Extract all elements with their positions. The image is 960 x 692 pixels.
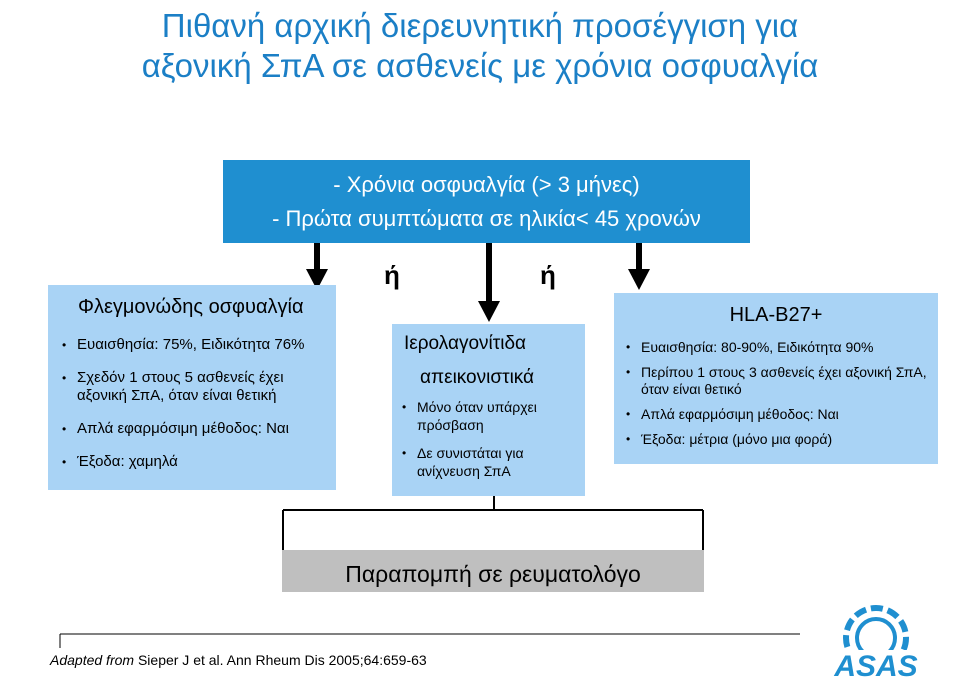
list-item: • Μόνο όταν υπάρχει πρόσβαση	[402, 399, 537, 433]
bullet-icon: •	[62, 455, 67, 469]
list-item: • Σχεδόν 1 στους 5 ασθενείς έχει αξονική ΣπΑ, όταν είναι θετική	[62, 369, 284, 404]
title-line-2: αξονική ΣπΑ σε ασθενείς με χρόνια οσφυαλγία	[141, 47, 819, 84]
left-box-heading: Φλεγμονώδης οσφυαλγία	[78, 296, 304, 318]
or-left: ή	[384, 260, 400, 290]
list-item: • Δε συνιστάται για ανίχνευση ΣπΑ	[402, 445, 524, 479]
bullet-icon: •	[402, 400, 407, 414]
citation	[50, 652, 427, 668]
criteria-line-2: - Πρώτα συμπτώματα σε ηλικία< 45 χρονών	[272, 206, 701, 231]
or-right: ή	[540, 260, 556, 290]
list-item: • Έξοδα: χαμηλά	[62, 453, 178, 470]
bullet-icon: •	[62, 338, 67, 352]
criteria-line-1: - Χρόνια οσφυαλγία (> 3 μήνες)	[333, 172, 640, 197]
list-item: • Απλά εφαρμόσιμη μέθοδος: Ναι	[626, 406, 839, 422]
bullet-icon: •	[626, 432, 631, 446]
middle-box-heading-1: Ιερολαγονίτιδα	[404, 333, 527, 354]
asas-logo-icon	[812, 602, 940, 688]
bullet-icon: •	[626, 407, 631, 421]
asas-logo-text: ASAS	[834, 650, 918, 683]
list-item: • Έξοδα: μέτρια (μόνο μια φορά)	[626, 431, 833, 447]
title-line-1: Πιθανή αρχική διερευνητική προσέγγιση για	[161, 7, 799, 44]
bullet-icon: •	[402, 446, 407, 460]
list-item: • Ευαισθησία: 80-90%, Ειδικότητα 90%	[626, 339, 874, 355]
bullet-icon: •	[62, 422, 67, 436]
bullet-icon: •	[626, 365, 631, 379]
bullet-icon: •	[626, 340, 631, 354]
list-item: • Ευαισθησία: 75%, Ειδικότητα 76%	[62, 336, 305, 353]
bullet-icon: •	[62, 371, 67, 385]
list-item: • Περίπου 1 στους 3 ασθενείς έχει αξονική ΣπΑ, όταν είναι θετικό	[626, 364, 927, 397]
list-item: • Απλά εφαρμόσιμη μέθοδος: Ναι	[62, 420, 289, 437]
right-box-heading: HLA-B27+	[729, 304, 823, 326]
middle-box-heading-2: απεικονιστικά	[420, 367, 535, 388]
citation-adapted: Adapted from	[50, 652, 135, 668]
citation-source: Sieper J et al. Ann Rheum Dis 2005;64:659-63	[137, 652, 427, 668]
referral-bar: Παραπομπή σε ρευματολόγο	[282, 550, 704, 592]
